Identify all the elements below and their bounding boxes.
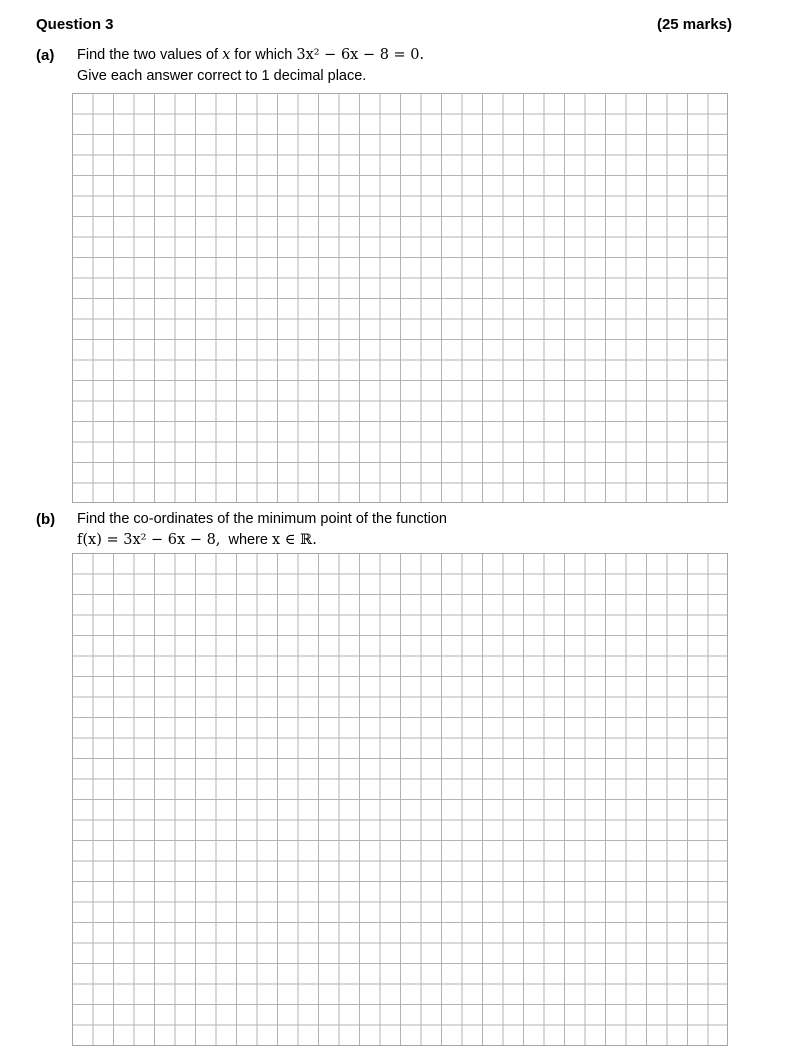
part-b-label: (b): [36, 511, 56, 528]
part-a-text-middle: for which: [230, 47, 297, 63]
part-b-question-line1: Find the co-ordinates of the minimum point of the function: [77, 511, 447, 527]
answer-grid-part-b[interactable]: [72, 553, 728, 1046]
part-a-question-line1: [77, 45, 424, 66]
question-title: Question 3: [36, 16, 114, 33]
part-a-label: (a): [36, 47, 55, 64]
part-a-equation: 3x² − 6x − 8 = 0.: [296, 47, 425, 63]
part-a-text-prefix: Find the two values of: [77, 47, 223, 63]
answer-grid-part-a[interactable]: [72, 93, 728, 503]
part-a-variable: x: [222, 47, 231, 63]
part-b-where: where: [220, 532, 273, 548]
question-marks: (25 marks): [656, 16, 732, 33]
part-a-question-line2: Give each answer correct to 1 decimal place.: [77, 68, 367, 84]
part-b-domain: x ∈ ℝ.: [272, 532, 317, 548]
part-b-function: f(x) = 3x² − 6x − 8,: [77, 532, 221, 548]
part-b-question-line2: [77, 530, 317, 551]
